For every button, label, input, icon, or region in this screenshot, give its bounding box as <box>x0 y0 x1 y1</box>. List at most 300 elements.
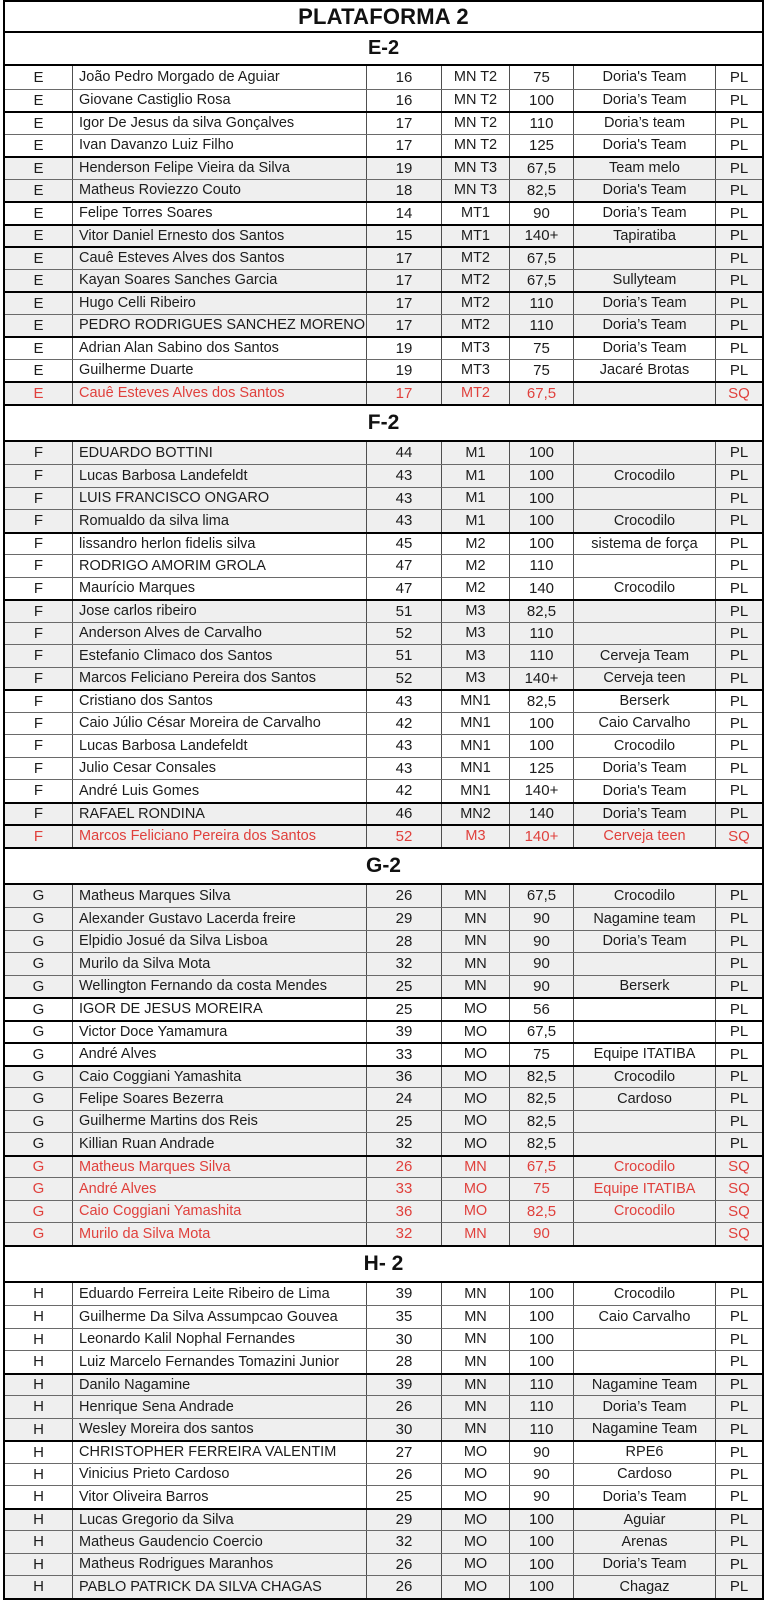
name-cell[interactable]: Marcos Feliciano Pereira dos Santos <box>73 826 367 847</box>
status-cell[interactable]: PL <box>729 692 749 710</box>
status-cell[interactable]: PL <box>729 1023 749 1041</box>
name-cell[interactable]: LUIS FRANCISCO ONGARO <box>73 488 367 510</box>
team-cell[interactable] <box>574 1111 716 1133</box>
age-cell[interactable]: 28 <box>367 1351 442 1373</box>
name-cell[interactable]: Romualdo da silva lima <box>73 510 367 532</box>
age-cell[interactable]: 24 <box>367 1088 442 1110</box>
division-cell[interactable]: E <box>5 226 73 247</box>
division-cell[interactable]: E <box>5 360 73 382</box>
name-cell[interactable]: lissandro herlon fidelis silva <box>73 534 367 555</box>
name-cell[interactable]: Lucas Barbosa Landefeldt <box>73 465 367 487</box>
age-cell[interactable]: 17 <box>367 293 442 314</box>
weight-cell[interactable]: 110 <box>510 645 574 667</box>
weight-cell[interactable]: 110 <box>510 555 574 577</box>
status-cell[interactable]: SQ <box>728 1202 750 1220</box>
team-cell[interactable]: Nagamine team <box>574 908 716 930</box>
status-cell[interactable]: PL <box>729 1376 749 1394</box>
name-cell[interactable]: Henderson Felipe Vieira da Silva <box>73 158 367 179</box>
age-cell[interactable]: 17 <box>367 383 442 404</box>
name-cell[interactable]: Kayan Soares Sanches Garcia <box>73 270 367 292</box>
name-cell[interactable]: Murilo da Silva Mota <box>73 1223 367 1245</box>
status-cell[interactable]: PL <box>729 1135 749 1153</box>
weight-cell[interactable]: 67,5 <box>510 885 574 908</box>
team-cell[interactable] <box>574 1133 716 1155</box>
category-cell[interactable]: MN <box>442 953 510 975</box>
division-cell[interactable]: H <box>5 1329 73 1351</box>
weight-cell[interactable]: 82,5 <box>510 1111 574 1133</box>
category-cell[interactable]: MT3 <box>442 338 510 359</box>
team-cell[interactable]: Jacaré Brotas <box>574 360 716 382</box>
category-cell[interactable]: MO <box>442 1510 510 1531</box>
name-cell[interactable]: Ivan Davanzo Luiz Filho <box>73 135 367 157</box>
team-cell[interactable]: sistema de força <box>574 534 716 555</box>
division-cell[interactable]: F <box>5 804 73 825</box>
team-cell[interactable]: Doria’s Team <box>574 90 716 112</box>
name-cell[interactable]: Giovane Castiglio Rosa <box>73 90 367 112</box>
team-cell[interactable]: Berserk <box>574 691 716 712</box>
status-cell[interactable]: PL <box>729 294 749 312</box>
status-cell[interactable]: PL <box>729 159 749 177</box>
age-cell[interactable]: 14 <box>367 203 442 224</box>
name-cell[interactable]: Matheus Gaudencio Coercio <box>73 1531 367 1553</box>
team-cell[interactable]: Arenas <box>574 1531 716 1553</box>
team-cell[interactable]: Doria's Team <box>574 180 716 202</box>
weight-cell[interactable]: 75 <box>510 1178 574 1200</box>
age-cell[interactable]: 30 <box>367 1419 442 1441</box>
name-cell[interactable]: Hugo Celli Ribeiro <box>73 293 367 314</box>
age-cell[interactable]: 32 <box>367 1531 442 1553</box>
age-cell[interactable]: 26 <box>367 1396 442 1418</box>
status-cell[interactable]: PL <box>729 1398 749 1416</box>
category-cell[interactable]: M2 <box>442 555 510 577</box>
status-cell[interactable]: PL <box>729 1353 749 1371</box>
category-cell[interactable]: MN <box>442 1283 510 1306</box>
division-cell[interactable]: F <box>5 465 73 487</box>
age-cell[interactable]: 36 <box>367 1067 442 1088</box>
weight-cell[interactable]: 100 <box>510 713 574 735</box>
weight-cell[interactable]: 82,5 <box>510 1088 574 1110</box>
status-cell[interactable]: PL <box>729 68 749 86</box>
weight-cell[interactable]: 100 <box>510 1576 574 1598</box>
division-cell[interactable]: F <box>5 668 73 690</box>
category-cell[interactable]: M2 <box>442 534 510 555</box>
category-cell[interactable]: MN <box>442 1329 510 1351</box>
status-cell[interactable]: PL <box>729 181 749 199</box>
weight-cell[interactable]: 140 <box>510 804 574 825</box>
team-cell[interactable]: Doria’s Team <box>574 931 716 953</box>
category-cell[interactable]: MN <box>442 976 510 998</box>
age-cell[interactable]: 19 <box>367 360 442 382</box>
team-cell[interactable] <box>574 248 716 269</box>
category-cell[interactable]: MO <box>442 1088 510 1110</box>
category-cell[interactable]: MO <box>442 1531 510 1553</box>
division-cell[interactable]: E <box>5 135 73 157</box>
age-cell[interactable]: 25 <box>367 999 442 1020</box>
category-cell[interactable]: MN <box>442 908 510 930</box>
category-cell[interactable]: MN <box>442 1223 510 1245</box>
division-cell[interactable]: F <box>5 510 73 532</box>
weight-cell[interactable]: 82,5 <box>510 180 574 202</box>
category-cell[interactable]: MT2 <box>442 293 510 314</box>
category-cell[interactable]: MN1 <box>442 758 510 780</box>
team-cell[interactable] <box>574 999 716 1020</box>
age-cell[interactable]: 16 <box>367 66 442 89</box>
category-cell[interactable]: MN <box>442 1306 510 1328</box>
status-cell[interactable]: PL <box>729 647 749 665</box>
team-cell[interactable] <box>574 383 716 404</box>
team-cell[interactable]: Crocodilo <box>574 885 716 908</box>
status-cell[interactable]: PL <box>729 512 749 530</box>
name-cell[interactable]: Cauê Esteves Alves dos Santos <box>73 248 367 269</box>
age-cell[interactable]: 52 <box>367 623 442 645</box>
weight-cell[interactable]: 100 <box>510 1510 574 1531</box>
status-cell[interactable]: SQ <box>728 384 750 402</box>
weight-cell[interactable]: 67,5 <box>510 1157 574 1178</box>
category-cell[interactable]: M1 <box>442 465 510 487</box>
weight-cell[interactable]: 110 <box>510 315 574 337</box>
weight-cell[interactable]: 100 <box>510 465 574 487</box>
status-cell[interactable]: PL <box>729 467 749 485</box>
division-cell[interactable]: G <box>5 953 73 975</box>
status-cell[interactable]: PL <box>729 227 749 245</box>
team-cell[interactable]: Doria’s Team <box>574 1554 716 1576</box>
division-cell[interactable]: G <box>5 1157 73 1178</box>
division-cell[interactable]: G <box>5 1067 73 1088</box>
division-cell[interactable]: E <box>5 293 73 314</box>
division-cell[interactable]: G <box>5 1223 73 1245</box>
division-cell[interactable]: F <box>5 780 73 802</box>
weight-cell[interactable]: 100 <box>510 735 574 757</box>
weight-cell[interactable]: 100 <box>510 488 574 510</box>
weight-cell[interactable]: 90 <box>510 908 574 930</box>
name-cell[interactable]: Henrique Sena Andrade <box>73 1396 367 1418</box>
team-cell[interactable]: Berserk <box>574 976 716 998</box>
name-cell[interactable]: Matheus Roviezzo Couto <box>73 180 367 202</box>
status-cell[interactable]: PL <box>729 249 749 267</box>
team-cell[interactable] <box>574 601 716 622</box>
name-cell[interactable]: Felipe Torres Soares <box>73 203 367 224</box>
division-cell[interactable]: G <box>5 1178 73 1200</box>
category-cell[interactable]: MN T3 <box>442 158 510 179</box>
age-cell[interactable]: 18 <box>367 180 442 202</box>
category-cell[interactable]: M1 <box>442 488 510 510</box>
weight-cell[interactable]: 110 <box>510 1396 574 1418</box>
team-cell[interactable]: Cerveja teen <box>574 668 716 690</box>
division-cell[interactable]: G <box>5 1044 73 1065</box>
team-cell[interactable]: Crocodilo <box>574 1157 716 1178</box>
weight-cell[interactable]: 100 <box>510 1351 574 1373</box>
weight-cell[interactable]: 56 <box>510 999 574 1020</box>
division-cell[interactable]: E <box>5 113 73 134</box>
team-cell[interactable]: Crocodilo <box>574 1283 716 1306</box>
team-cell[interactable]: Aguiar <box>574 1510 716 1531</box>
weight-cell[interactable]: 82,5 <box>510 1067 574 1088</box>
name-cell[interactable]: RAFAEL RONDINA <box>73 804 367 825</box>
age-cell[interactable]: 39 <box>367 1375 442 1396</box>
division-cell[interactable]: F <box>5 534 73 555</box>
team-cell[interactable]: Crocodilo <box>574 1201 716 1223</box>
weight-cell[interactable]: 82,5 <box>510 1201 574 1223</box>
age-cell[interactable]: 43 <box>367 488 442 510</box>
name-cell[interactable]: Maurício Marques <box>73 578 367 600</box>
age-cell[interactable]: 42 <box>367 780 442 802</box>
division-cell[interactable]: F <box>5 601 73 622</box>
team-cell[interactable]: Crocodilo <box>574 578 716 600</box>
age-cell[interactable]: 17 <box>367 315 442 337</box>
category-cell[interactable]: MN T2 <box>442 66 510 89</box>
name-cell[interactable]: IGOR DE JESUS MOREIRA <box>73 999 367 1020</box>
name-cell[interactable]: André Alves <box>73 1178 367 1200</box>
name-cell[interactable]: Lucas Gregorio da Silva <box>73 1510 367 1531</box>
weight-cell[interactable]: 67,5 <box>510 1022 574 1043</box>
name-cell[interactable]: Estefanio Climaco dos Santos <box>73 645 367 667</box>
name-cell[interactable]: Leonardo Kalil Nophal Fernandes <box>73 1329 367 1351</box>
category-cell[interactable]: MN T3 <box>442 180 510 202</box>
weight-cell[interactable]: 100 <box>510 510 574 532</box>
status-cell[interactable]: PL <box>729 1285 749 1303</box>
weight-cell[interactable]: 110 <box>510 623 574 645</box>
division-cell[interactable]: E <box>5 203 73 224</box>
weight-cell[interactable]: 90 <box>510 931 574 953</box>
status-cell[interactable]: SQ <box>728 1225 750 1243</box>
name-cell[interactable]: Matheus Marques Silva <box>73 1157 367 1178</box>
age-cell[interactable]: 43 <box>367 735 442 757</box>
status-cell[interactable]: PL <box>729 579 749 597</box>
team-cell[interactable]: Caio Carvalho <box>574 713 716 735</box>
category-cell[interactable]: MN <box>442 1396 510 1418</box>
division-cell[interactable]: H <box>5 1442 73 1463</box>
division-cell[interactable]: F <box>5 442 73 465</box>
category-cell[interactable]: MN <box>442 1419 510 1441</box>
category-cell[interactable]: M2 <box>442 578 510 600</box>
category-cell[interactable]: MN T2 <box>442 135 510 157</box>
age-cell[interactable]: 44 <box>367 442 442 465</box>
category-cell[interactable]: MO <box>442 1022 510 1043</box>
status-cell[interactable]: PL <box>729 1578 749 1596</box>
age-cell[interactable]: 16 <box>367 90 442 112</box>
category-cell[interactable]: MO <box>442 1486 510 1508</box>
division-cell[interactable]: E <box>5 180 73 202</box>
division-cell[interactable]: H <box>5 1554 73 1576</box>
division-cell[interactable]: H <box>5 1283 73 1306</box>
status-cell[interactable]: PL <box>729 737 749 755</box>
team-cell[interactable] <box>574 1022 716 1043</box>
status-cell[interactable]: PL <box>729 1555 749 1573</box>
weight-cell[interactable]: 90 <box>510 1223 574 1245</box>
name-cell[interactable]: PEDRO RODRIGUES SANCHEZ MORENO <box>73 315 367 337</box>
age-cell[interactable]: 27 <box>367 1442 442 1463</box>
age-cell[interactable]: 25 <box>367 1486 442 1508</box>
age-cell[interactable]: 25 <box>367 976 442 998</box>
name-cell[interactable]: Victor Doce Yamamura <box>73 1022 367 1043</box>
age-cell[interactable]: 32 <box>367 1133 442 1155</box>
team-cell[interactable] <box>574 623 716 645</box>
team-cell[interactable]: Doria’s Team <box>574 804 716 825</box>
category-cell[interactable]: MN T2 <box>442 90 510 112</box>
name-cell[interactable]: Guilherme Martins dos Reis <box>73 1111 367 1133</box>
weight-cell[interactable]: 100 <box>510 1306 574 1328</box>
division-cell[interactable]: H <box>5 1576 73 1598</box>
status-cell[interactable]: PL <box>729 932 749 950</box>
category-cell[interactable]: MT1 <box>442 226 510 247</box>
status-cell[interactable]: PL <box>729 669 749 687</box>
status-cell[interactable]: PL <box>729 887 749 905</box>
status-cell[interactable]: PL <box>729 759 749 777</box>
weight-cell[interactable]: 100 <box>510 1554 574 1576</box>
name-cell[interactable]: Matheus Rodrigues Maranhos <box>73 1554 367 1576</box>
division-cell[interactable]: F <box>5 623 73 645</box>
division-cell[interactable]: H <box>5 1464 73 1486</box>
team-cell[interactable]: Doria's Team <box>574 135 716 157</box>
age-cell[interactable]: 32 <box>367 1223 442 1245</box>
team-cell[interactable]: Tapiratiba <box>574 226 716 247</box>
team-cell[interactable]: Crocodilo <box>574 735 716 757</box>
name-cell[interactable]: PABLO PATRICK DA SILVA CHAGAS <box>73 1576 367 1598</box>
age-cell[interactable]: 45 <box>367 534 442 555</box>
team-cell[interactable] <box>574 488 716 510</box>
category-cell[interactable]: MN1 <box>442 713 510 735</box>
name-cell[interactable]: RODRIGO AMORIM GROLA <box>73 555 367 577</box>
name-cell[interactable]: João Pedro Morgado de Aguiar <box>73 66 367 89</box>
status-cell[interactable]: SQ <box>728 827 750 845</box>
category-cell[interactable]: M1 <box>442 442 510 465</box>
name-cell[interactable]: Lucas Barbosa Landefeldt <box>73 735 367 757</box>
weight-cell[interactable]: 67,5 <box>510 158 574 179</box>
weight-cell[interactable]: 82,5 <box>510 601 574 622</box>
division-cell[interactable]: F <box>5 645 73 667</box>
age-cell[interactable]: 26 <box>367 1576 442 1598</box>
name-cell[interactable]: Guilherme Da Silva Assumpcao Gouvea <box>73 1306 367 1328</box>
name-cell[interactable]: Felipe Soares Bezerra <box>73 1088 367 1110</box>
status-cell[interactable]: PL <box>729 955 749 973</box>
category-cell[interactable]: MO <box>442 1554 510 1576</box>
team-cell[interactable]: Crocodilo <box>574 510 716 532</box>
team-cell[interactable] <box>574 1329 716 1351</box>
age-cell[interactable]: 39 <box>367 1022 442 1043</box>
name-cell[interactable]: Vitor Daniel Ernesto dos Santos <box>73 226 367 247</box>
division-cell[interactable]: H <box>5 1351 73 1373</box>
status-cell[interactable]: PL <box>729 1465 749 1483</box>
team-cell[interactable]: Cerveja teen <box>574 826 716 847</box>
weight-cell[interactable]: 90 <box>510 1442 574 1463</box>
category-cell[interactable]: MN1 <box>442 735 510 757</box>
name-cell[interactable]: Wesley Moreira dos santos <box>73 1419 367 1441</box>
division-cell[interactable]: H <box>5 1486 73 1508</box>
weight-cell[interactable]: 140+ <box>510 668 574 690</box>
category-cell[interactable]: MN1 <box>442 691 510 712</box>
name-cell[interactable]: Cristiano dos Santos <box>73 691 367 712</box>
team-cell[interactable]: RPE6 <box>574 1442 716 1463</box>
category-cell[interactable]: MO <box>442 1442 510 1463</box>
weight-cell[interactable]: 110 <box>510 113 574 134</box>
age-cell[interactable]: 46 <box>367 804 442 825</box>
weight-cell[interactable]: 75 <box>510 360 574 382</box>
name-cell[interactable]: Guilherme Duarte <box>73 360 367 382</box>
division-cell[interactable]: F <box>5 713 73 735</box>
division-cell[interactable]: H <box>5 1396 73 1418</box>
category-cell[interactable]: MN2 <box>442 804 510 825</box>
team-cell[interactable]: Doria’s Team <box>574 315 716 337</box>
age-cell[interactable]: 52 <box>367 826 442 847</box>
name-cell[interactable]: Luiz Marcelo Fernandes Tomazini Junior <box>73 1351 367 1373</box>
division-cell[interactable]: H <box>5 1306 73 1328</box>
age-cell[interactable]: 43 <box>367 510 442 532</box>
status-cell[interactable]: PL <box>729 1000 749 1018</box>
weight-cell[interactable]: 125 <box>510 758 574 780</box>
team-cell[interactable] <box>574 1351 716 1373</box>
age-cell[interactable]: 29 <box>367 1510 442 1531</box>
status-cell[interactable]: PL <box>729 805 749 823</box>
division-cell[interactable]: E <box>5 90 73 112</box>
team-cell[interactable] <box>574 953 716 975</box>
weight-cell[interactable]: 90 <box>510 203 574 224</box>
weight-cell[interactable]: 110 <box>510 293 574 314</box>
team-cell[interactable]: Doria’s Team <box>574 1396 716 1418</box>
name-cell[interactable]: Vitor Oliveira Barros <box>73 1486 367 1508</box>
age-cell[interactable]: 32 <box>367 953 442 975</box>
status-cell[interactable]: PL <box>729 271 749 289</box>
weight-cell[interactable]: 90 <box>510 976 574 998</box>
category-cell[interactable]: MT3 <box>442 360 510 382</box>
team-cell[interactable]: Cerveja Team <box>574 645 716 667</box>
status-cell[interactable]: SQ <box>728 1158 750 1176</box>
name-cell[interactable]: Cauê Esteves Alves dos Santos <box>73 383 367 404</box>
category-cell[interactable]: MN <box>442 931 510 953</box>
division-cell[interactable]: F <box>5 691 73 712</box>
category-cell[interactable]: M3 <box>442 601 510 622</box>
team-cell[interactable]: Crocodilo <box>574 465 716 487</box>
team-cell[interactable]: Nagamine Team <box>574 1375 716 1396</box>
division-cell[interactable]: G <box>5 1022 73 1043</box>
name-cell[interactable]: André Luis Gomes <box>73 780 367 802</box>
team-cell[interactable]: Doria’s Team <box>574 758 716 780</box>
category-cell[interactable]: MO <box>442 1133 510 1155</box>
team-cell[interactable]: Team melo <box>574 158 716 179</box>
category-cell[interactable]: M3 <box>442 668 510 690</box>
age-cell[interactable]: 15 <box>367 226 442 247</box>
age-cell[interactable]: 36 <box>367 1201 442 1223</box>
name-cell[interactable]: CHRISTOPHER FERREIRA VALENTIM <box>73 1442 367 1463</box>
division-cell[interactable]: G <box>5 976 73 998</box>
category-cell[interactable]: MT2 <box>442 248 510 269</box>
category-cell[interactable]: MN <box>442 1157 510 1178</box>
weight-cell[interactable]: 67,5 <box>510 248 574 269</box>
category-cell[interactable]: MO <box>442 1044 510 1065</box>
age-cell[interactable]: 25 <box>367 1111 442 1133</box>
status-cell[interactable]: PL <box>729 714 749 732</box>
category-cell[interactable]: MT1 <box>442 203 510 224</box>
age-cell[interactable]: 19 <box>367 158 442 179</box>
weight-cell[interactable]: 100 <box>510 1329 574 1351</box>
team-cell[interactable]: Equipe ITATIBA <box>574 1044 716 1065</box>
name-cell[interactable]: Killian Ruan Andrade <box>73 1133 367 1155</box>
status-cell[interactable]: PL <box>729 1112 749 1130</box>
age-cell[interactable]: 29 <box>367 908 442 930</box>
team-cell[interactable]: Doria’s team <box>574 113 716 134</box>
team-cell[interactable]: Doria’s Team <box>574 293 716 314</box>
category-cell[interactable]: MO <box>442 1178 510 1200</box>
division-cell[interactable]: E <box>5 158 73 179</box>
status-cell[interactable]: PL <box>729 91 749 109</box>
status-cell[interactable]: PL <box>729 1511 749 1529</box>
weight-cell[interactable]: 82,5 <box>510 1133 574 1155</box>
team-cell[interactable]: Cardoso <box>574 1088 716 1110</box>
division-cell[interactable]: E <box>5 66 73 89</box>
status-cell[interactable]: PL <box>729 977 749 995</box>
age-cell[interactable]: 30 <box>367 1329 442 1351</box>
status-cell[interactable]: PL <box>729 1533 749 1551</box>
weight-cell[interactable]: 75 <box>510 1044 574 1065</box>
